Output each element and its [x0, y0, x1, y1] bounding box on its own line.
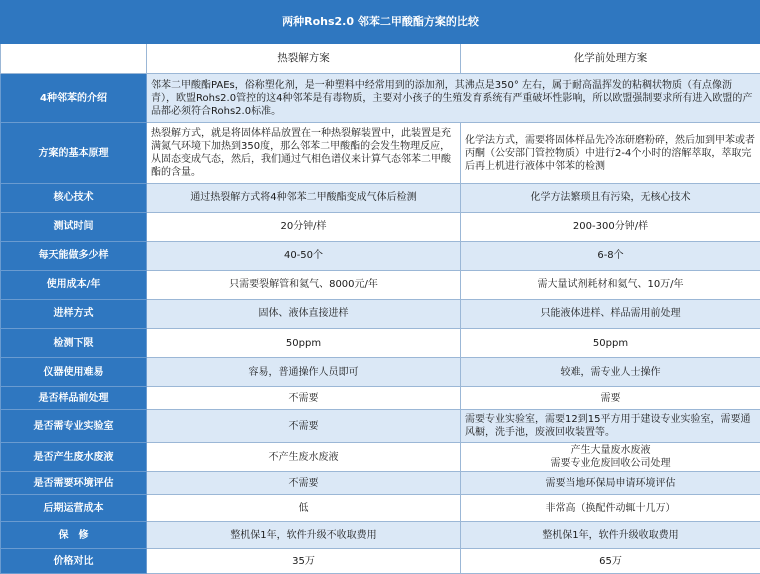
row-label: 仪器使用难易 — [1, 358, 147, 387]
chemical-cell: 化学法方式，需要将固体样品先冷冻研磨粉碎，然后加到甲苯或者丙酮（公安部门管控物质）中进行2-4个小时的溶解萃取，萃取完后再上机进行液体中邻苯的检测 — [461, 123, 760, 183]
chemical-cell: 200-300分钟/样 — [461, 212, 760, 241]
row-label: 使用成本/年 — [1, 270, 147, 299]
table-row — [1, 549, 760, 574]
chemical-cell: 需要当地环保局申请环境评估 — [461, 472, 760, 495]
pyrolysis-cell: 不需要 — [147, 387, 461, 410]
row-label: 是否产生废水废液 — [1, 443, 147, 472]
pyrolysis-cell: 35万 — [147, 549, 461, 574]
column-header-chemical: 化学前处理方案 — [461, 43, 760, 73]
table-row — [1, 472, 760, 495]
table-row — [1, 299, 760, 328]
chemical-cell: 需要专业实验室，需要12到15平方用于建设专业实验室，需要通风橱，洗手池，废液回收装置等。 — [461, 409, 760, 442]
chemical-cell: 只能液体进样、样品需用前处理 — [461, 299, 760, 328]
pyrolysis-cell: 只需要裂解管和氦气、8000元/年 — [147, 270, 461, 299]
pyrolysis-cell: 40-50个 — [147, 241, 461, 270]
chemical-cell: 50ppm — [461, 329, 760, 358]
pyrolysis-cell: 20分钟/样 — [147, 212, 461, 241]
chemical-cell: 6-8个 — [461, 241, 760, 270]
pyrolysis-cell: 50ppm — [147, 329, 461, 358]
row-label: 测试时间 — [1, 212, 147, 241]
chemical-cell: 需要 — [461, 387, 760, 410]
row-label: 检测下限 — [1, 329, 147, 358]
chemical-cell: 整机保1年，软件升级收取费用 — [461, 522, 760, 549]
row-label: 每天能做多少样 — [1, 241, 147, 270]
row-label: 核心技术 — [1, 183, 147, 212]
header-row — [1, 43, 760, 73]
table-row — [1, 183, 760, 212]
title-row — [1, 1, 760, 44]
table-row — [1, 212, 760, 241]
row-label: 是否样品前处理 — [1, 387, 147, 410]
table-row — [1, 329, 760, 358]
table-row — [1, 443, 760, 472]
table-row — [1, 123, 760, 183]
chemical-cell: 产生大量废水废液 需要专业危废回收公司处理 — [461, 443, 760, 472]
chemical-cell: 65万 — [461, 549, 760, 574]
pyrolysis-cell: 整机保1年，软件升级不收取费用 — [147, 522, 461, 549]
table-row — [1, 495, 760, 522]
table-title: 两种Rohs2.0 邻苯二甲酸酯方案的比较 — [1, 1, 760, 44]
row-label: 进样方式 — [1, 299, 147, 328]
row-label: 是否需专业实验室 — [1, 409, 147, 442]
pyrolysis-cell: 容易，普通操作人员即可 — [147, 358, 461, 387]
row-label: 后期运营成本 — [1, 495, 147, 522]
table-row — [1, 387, 760, 410]
pyrolysis-cell: 不产生废水废液 — [147, 443, 461, 472]
row-label: 价格对比 — [1, 549, 147, 574]
row-label: 方案的基本原理 — [1, 123, 147, 183]
table-row-intro — [1, 73, 760, 123]
header-corner — [1, 43, 147, 73]
table-row — [1, 270, 760, 299]
table-row — [1, 241, 760, 270]
chemical-cell: 非常高（换配件动辄十几万） — [461, 495, 760, 522]
intro-text: 邻苯二甲酸酯PAEs，俗称塑化剂，是一种塑料中经常用到的添加剂，其沸点是350° 左右，属于耐高温挥发的粘稠状物质（有点像沥青），欧盟Rohs2.0管控的这4种邻苯是有毒物质，主要对小孩子的生殖发育系统有严重破坏性影响，所以欧盟强制要求所有进入欧盟的产品都必须符合Rohs2.0标准。 — [147, 73, 760, 123]
pyrolysis-cell: 不需要 — [147, 409, 461, 442]
table-row — [1, 522, 760, 549]
row-label: 4种邻苯的介绍 — [1, 73, 147, 123]
pyrolysis-cell: 低 — [147, 495, 461, 522]
table-row — [1, 358, 760, 387]
pyrolysis-cell: 不需要 — [147, 472, 461, 495]
pyrolysis-cell: 固体、液体直接进样 — [147, 299, 461, 328]
row-label: 是否需要环境评估 — [1, 472, 147, 495]
column-header-pyrolysis: 热裂解方案 — [147, 43, 461, 73]
chemical-cell: 化学方法繁琐且有污染，无核心技术 — [461, 183, 760, 212]
table-row — [1, 409, 760, 442]
pyrolysis-cell: 热裂解方式，就是将固体样品放置在一种热裂解装置中，此装置是充满氮气环境下加热到350度，那么邻苯二甲酸酯的会发生物理反应，从固态变成气态，然后，我们通过气相色谱仪来计算气态邻苯二甲酸酯的含量。 — [147, 123, 461, 183]
pyrolysis-cell: 通过热裂解方式将4种邻苯二甲酸酯变成气体后检测 — [147, 183, 461, 212]
row-label: 保 修 — [1, 522, 147, 549]
chemical-cell: 较难，需专业人士操作 — [461, 358, 760, 387]
chemical-cell: 需大量试剂耗材和氦气、10万/年 — [461, 270, 760, 299]
